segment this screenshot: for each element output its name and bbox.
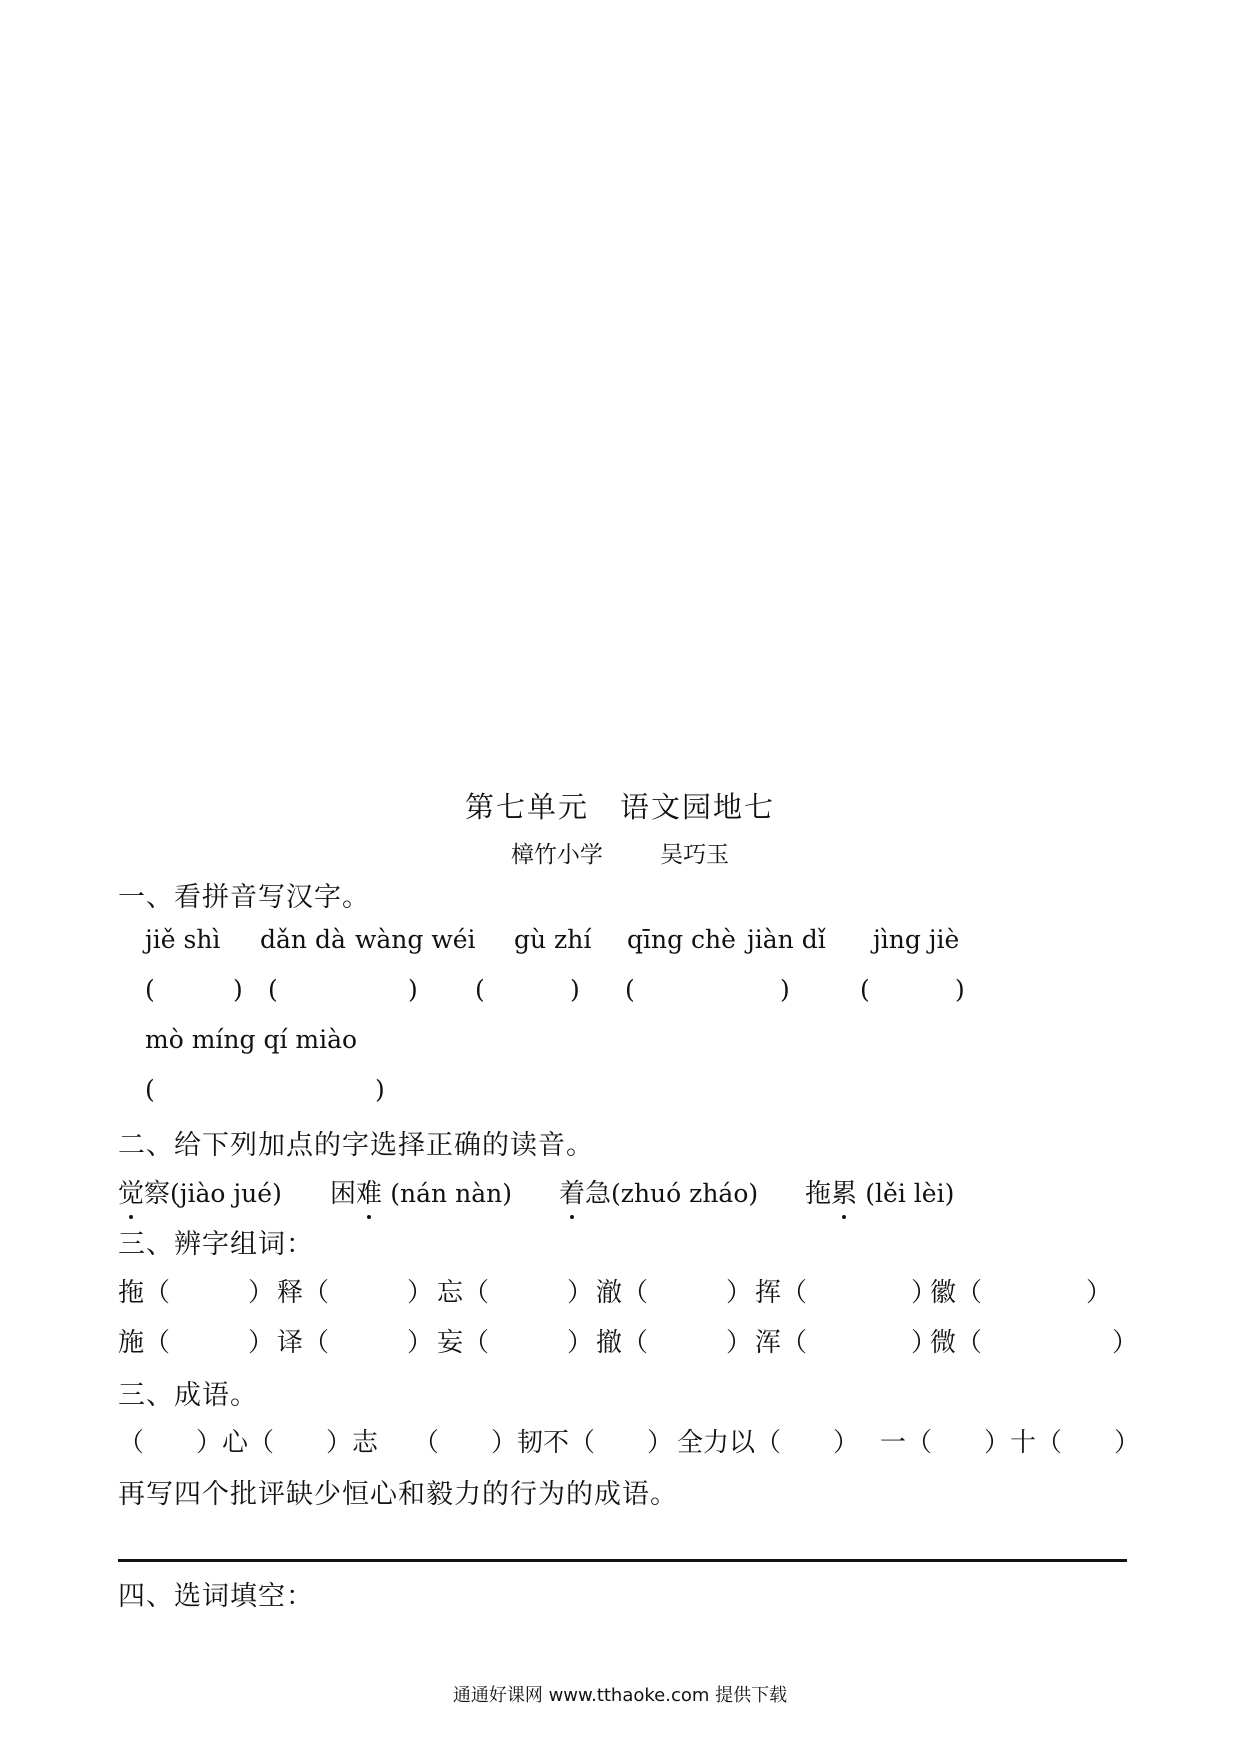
char-item[interactable]: 拖（ ） — [118, 1278, 275, 1308]
answer-blank[interactable]: ( — [625, 975, 635, 1004]
idiom-prompt: 再写四个批评缺少恒心和毅力的行为的成语。 — [118, 1479, 678, 1510]
answer-line[interactable] — [118, 1559, 1127, 1562]
char-item[interactable]: 徽（ ） — [930, 1278, 1113, 1308]
section-1-heading: 一、看拼音写汉字。 — [118, 882, 370, 913]
teacher-name: 吴巧玉 — [660, 842, 730, 868]
reading-choice: 困难 (nán nàn) — [330, 1173, 512, 1210]
answer-blank[interactable]: ( — [860, 975, 870, 1004]
pinyin: jiě shì — [145, 925, 221, 954]
idiom-item[interactable]: 一（ ）十（ ） — [880, 1428, 1141, 1458]
char-item[interactable]: 撤（ ） — [596, 1328, 753, 1358]
answer-blank[interactable]: ) — [375, 1075, 385, 1104]
answer-blank[interactable]: ) — [570, 975, 580, 1004]
section-4-heading: 三、成语。 — [118, 1380, 258, 1411]
char-item[interactable]: 挥（ ） — [755, 1278, 938, 1308]
char-item[interactable]: 忘（ ） — [437, 1278, 594, 1308]
char-item[interactable]: 施（ ） — [118, 1328, 275, 1358]
school-name: 樟竹小学 — [510, 842, 603, 868]
pinyin: qīng chè — [627, 925, 736, 954]
section-3-heading: 三、辨字组词： — [118, 1229, 314, 1260]
dotted-char: 着 — [559, 1173, 585, 1210]
footer-text: 通通好课网 www.tthaoke.com 提供下载 — [452, 1685, 788, 1706]
answer-blank[interactable]: ) — [408, 975, 418, 1004]
pinyin: mò míng qí miào — [145, 1025, 358, 1054]
section-5-heading: 四、选词填空： — [118, 1581, 314, 1612]
pinyin: dǎn dà — [260, 925, 346, 954]
char-item[interactable]: 浑（ ） — [755, 1328, 938, 1358]
answer-blank[interactable]: ) — [233, 975, 243, 1004]
answer-blank[interactable]: ( — [268, 975, 278, 1004]
answer-blank[interactable]: ) — [780, 975, 790, 1004]
char-item[interactable]: 释（ ） — [277, 1278, 434, 1308]
idiom-item[interactable]: （ ）心（ ）志 — [118, 1428, 379, 1458]
author-line — [0, 836, 1240, 869]
section-2-heading: 二、给下列加点的字选择正确的读音。 — [118, 1130, 594, 1161]
char-item[interactable]: 妄（ ） — [437, 1328, 594, 1358]
dotted-char: 难 — [356, 1173, 382, 1210]
reading-choice: 拖累 (lěi lèi) — [805, 1173, 954, 1210]
answer-blank[interactable]: ( — [145, 1075, 155, 1104]
answer-blank[interactable]: ( — [145, 975, 155, 1004]
idiom-item[interactable]: 全力以（ ） — [677, 1428, 860, 1458]
char-item[interactable]: 译（ ） — [277, 1328, 434, 1358]
answer-blank[interactable]: ( — [475, 975, 485, 1004]
answer-blank[interactable]: ) — [955, 975, 965, 1004]
pinyin: wàng wéi — [355, 925, 476, 954]
dotted-char: 觉 — [118, 1173, 144, 1210]
dotted-char: 累 — [831, 1173, 857, 1210]
idiom-item[interactable]: （ ）韧不（ ） — [413, 1428, 674, 1458]
pinyin: jìng jiè — [873, 925, 960, 954]
reading-choice: 觉察(jiào jué) — [118, 1173, 282, 1210]
pinyin: jiàn dǐ — [747, 925, 826, 954]
char-item[interactable]: 微（ ） — [930, 1328, 1139, 1358]
pinyin: gù zhí — [514, 925, 592, 954]
reading-choice: 着急(zhuó zháo) — [559, 1173, 758, 1210]
char-item[interactable]: 澈（ ） — [596, 1278, 753, 1308]
page-title: 第七单元 语文园地七 — [464, 790, 775, 824]
